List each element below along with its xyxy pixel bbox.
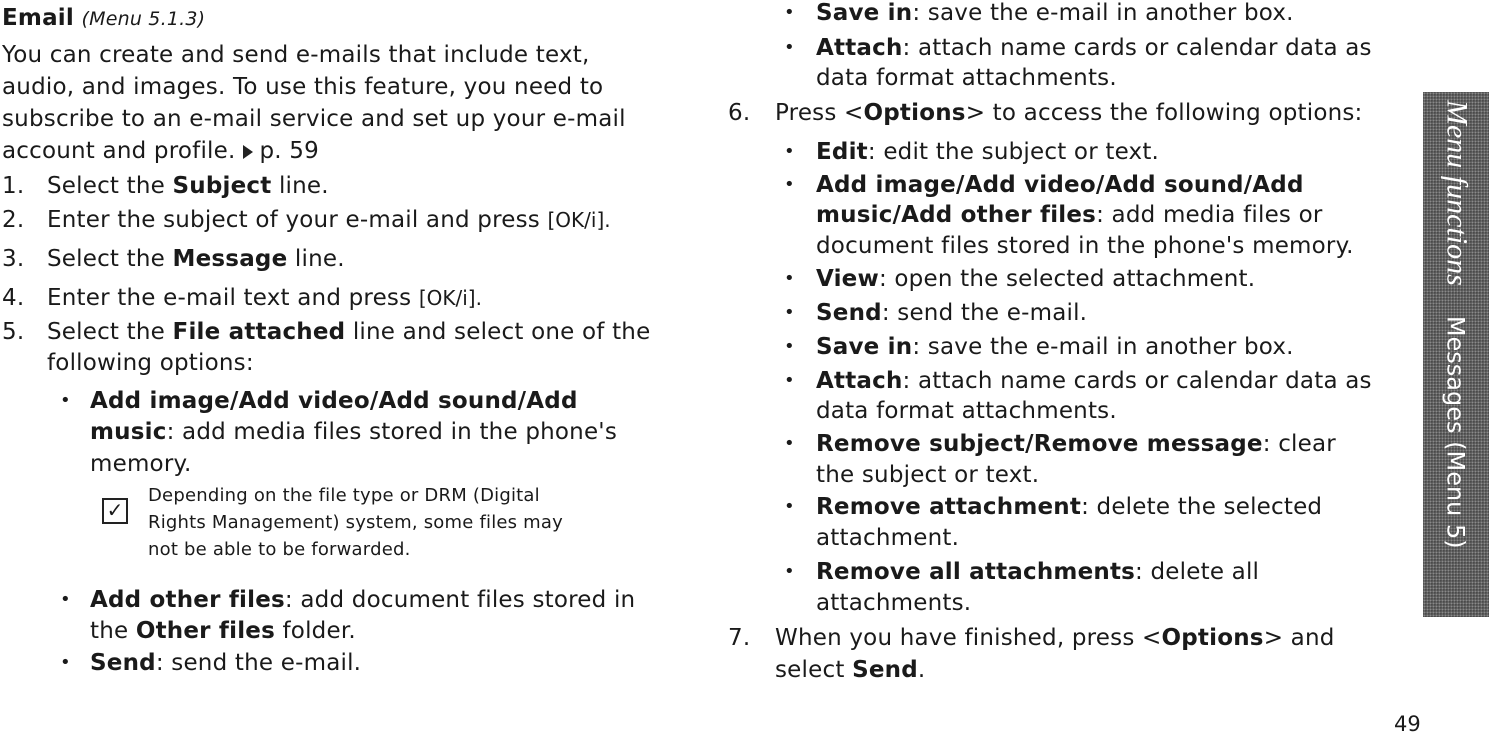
note-check-icon: ✓ [102,498,128,524]
bullet-icon: • [60,652,71,673]
ok-key-label: [OK/i]. [547,208,611,232]
option-desc: : attach name cards or calendar data as [902,368,1372,394]
option-bold: Save in [816,334,913,360]
step-number: 7. [728,625,751,651]
step-text: select [775,657,853,683]
step-text: Enter the e-mail text and press [47,285,419,311]
option-attach-line-2: data format attachments. [816,65,1117,91]
step-text: line. [271,173,329,199]
intro-line-1: You can create and send e-mails that include text, [2,42,590,68]
option-add-media-line-3: memory. [90,451,192,477]
bullet-icon: • [784,496,795,517]
step-text: Select the [47,319,173,345]
option-bold: Attach [816,35,903,61]
step-number: 6. [728,100,751,126]
step-5 [2,317,651,347]
section-heading [2,3,205,34]
note-line-2: Rights Management) system, some files may [148,512,563,533]
option-save-in [816,0,1294,28]
step-bold: Send [852,657,918,683]
side-tab-label [1436,100,1477,549]
page-ref-link[interactable]: p. 59 [259,138,319,164]
step-bold: File attached [172,319,346,345]
bullet-icon: • [784,302,795,323]
bullet-icon: • [784,174,795,195]
option-desc: : send the e-mail. [881,300,1088,326]
step-text: Select the [47,246,173,272]
step-5-line-2: following options: [47,350,254,376]
option-desc: : open the selected attachment. [878,266,1256,292]
option-attach-right-line-2: data format attachments. [816,398,1117,424]
option-remove-subject-line-2: the subject or text. [816,462,1040,488]
option-save-in-right [816,332,1294,362]
bullet-icon: • [784,561,795,582]
step-text: When you have finished, press < [775,625,1162,651]
option-remove-attachment-line-1 [816,492,1322,522]
step-text: . [917,657,926,683]
page-ref-arrow-icon [243,145,253,159]
step-bold: Options [863,100,966,126]
step-number: 2. [2,207,25,233]
heading-menu-ref: (Menu 5.1.3) [81,8,206,30]
step-text: > and [1263,625,1335,651]
step-text: Select the [47,173,173,199]
option-bold: music [90,419,167,445]
option-send [90,648,361,678]
option-desc: : clear [1262,431,1336,457]
note-line-1: Depending on the file type or DRM (Digital [148,485,540,506]
step-7 [728,623,1335,653]
intro-text: account and profile. [2,138,236,164]
side-tab-subsection: Messages (Menu 5) [1441,315,1470,549]
option-desc: : edit the subject or text. [867,139,1160,165]
intro-line-2: audio, and images. To use this feature, you need to [2,74,604,100]
intro-line-3: subscribe to an e-mail service and set up your e-mail [2,106,626,132]
option-remove-all-line-2: attachments. [816,590,972,616]
option-remove-subject-line-1 [816,429,1336,459]
bullet-icon: • [60,589,71,610]
option-bold: Save in [816,0,913,26]
bullet-icon: • [60,390,71,411]
option-bold: Edit [816,139,868,165]
option-desc: the [90,618,136,644]
option-desc: : add document files stored in [284,587,636,613]
bullet-icon: • [784,141,795,162]
option-add-files-line-2 [816,200,1323,230]
option-desc: : add media files stored in the phone's [166,419,618,445]
option-add-media-line-1: Add image/Add video/Add sound/Add [90,388,578,414]
option-bold: Remove all attachments [816,559,1136,585]
option-desc: : add media files or [1096,202,1323,228]
option-other-files-line-1 [90,585,635,615]
step-4 [2,283,482,313]
option-desc: : delete the selected [1081,494,1323,520]
option-view [816,264,1255,294]
option-remove-attachment-line-2: attachment. [816,525,960,551]
option-bold: Attach [816,368,903,394]
option-add-files-line-1: Add image/Add video/Add sound/Add [816,172,1304,198]
page-number: 49 [1394,712,1421,736]
step-number: 5. [2,319,25,345]
option-bold: View [816,266,879,292]
step-text: line. [287,246,345,272]
step-bold: Message [172,246,288,272]
bullet-icon: • [784,268,795,289]
option-desc: : attach name cards or calendar data as [902,35,1372,61]
option-send-right [816,298,1087,328]
step-number: 1. [2,173,25,199]
option-desc: folder. [275,618,356,644]
step-text: Enter the subject of your e-mail and press [47,207,548,233]
option-edit [816,137,1159,167]
option-other-files-line-2 [90,616,356,646]
step-3 [2,244,345,274]
intro-line-4 [2,136,319,166]
option-add-files-line-3: document files stored in the phone's memory. [816,233,1354,259]
step-bold: Subject [172,173,272,199]
option-bold: music/Add other files [816,202,1097,228]
option-bold: Remove attachment [816,494,1082,520]
step-7-line-2 [775,655,925,685]
bullet-icon: • [784,37,795,58]
option-attach-line-1 [816,33,1372,63]
option-remove-all-line-1 [816,557,1259,587]
option-desc: : save the e-mail in another box. [912,0,1294,26]
bullet-icon: • [784,370,795,391]
option-bold: Add other files [90,587,285,613]
step-text: Press < [775,100,864,126]
step-bold: Options [1161,625,1264,651]
bullet-icon: • [784,336,795,357]
option-desc: : delete all [1135,559,1260,585]
option-desc: : send the e-mail. [155,650,362,676]
option-desc: : save the e-mail in another box. [912,334,1294,360]
step-2 [2,205,611,235]
step-number: 4. [2,285,25,311]
option-bold: Send [816,300,882,326]
step-text: > to access the following options: [965,100,1363,126]
step-text: line and select one of the [345,319,651,345]
option-attach-right-line-1 [816,366,1372,396]
option-bold: Send [90,650,156,676]
bullet-icon: • [784,433,795,454]
note-line-3: not be able to be forwarded. [148,539,411,560]
step-number: 3. [2,246,25,272]
option-bold: Remove subject/Remove message [816,431,1263,457]
option-bold: Other files [135,618,275,644]
step-6 [728,98,1363,128]
ok-key-label: [OK/i]. [418,286,482,310]
step-1 [2,171,329,201]
side-tab-section: Menu functions [1440,100,1474,286]
heading-title: Email [2,5,74,31]
bullet-icon: • [784,2,795,23]
option-add-media-line-2 [90,417,617,447]
section-side-tab [1423,92,1489,617]
